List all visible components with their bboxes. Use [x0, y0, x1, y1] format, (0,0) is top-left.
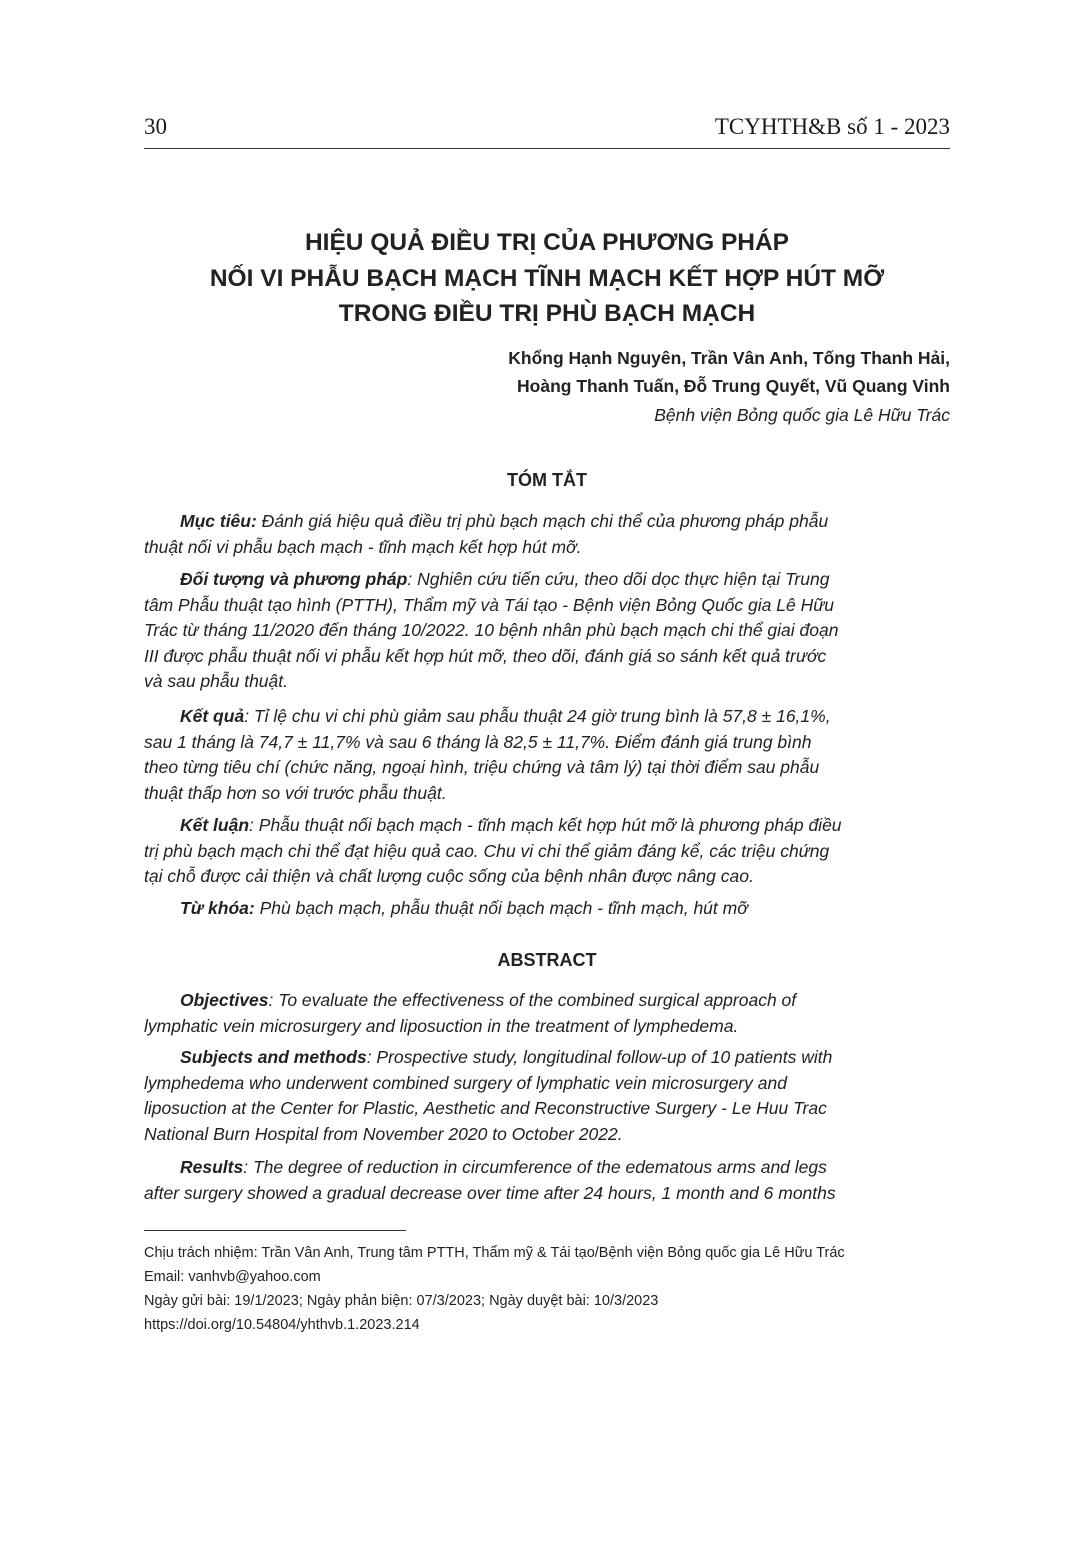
abstract-objectives-paragraph: [144, 988, 950, 1039]
paragraph-line: Kết quả: Tỉ lệ chu vi chi phù giảm sau phẫu thuật 24 giờ trung bình là 57,8 ± 16,1%,: [180, 706, 831, 726]
paragraph-line: National Burn Hospital from November 2020 to October 2022.: [144, 1123, 623, 1144]
paragraph-line: after surgery showed a gradual decrease over time after 24 hours, 1 month and 6 months: [144, 1182, 836, 1203]
footnotes: [144, 1241, 950, 1337]
affiliation: Bệnh viện Bỏng quốc gia Lê Hữu Trác: [654, 405, 950, 425]
paragraph-line: Trác từ tháng 11/2020 đến tháng 10/2022. 10 bệnh nhân phù bạch mạch chi thể giai đoạn: [144, 620, 839, 640]
author-line: Hoàng Thanh Tuấn, Đỗ Trung Quyết, Vũ Quang Vinh: [517, 376, 950, 396]
paragraph-line: thuật nối vi phẫu bạch mạch - tĩnh mạch kết hợp hút mỡ.: [144, 536, 582, 557]
paragraph-line: tâm Phẫu thuật tạo hình (PTTH), Thẩm mỹ và Tái tạo - Bệnh viện Bỏng Quốc gia Lê Hữu: [144, 594, 835, 615]
paragraph-line: Objectives: To evaluate the effectiveness of the combined surgical approach of: [180, 990, 797, 1010]
paragraph-line: Từ khóa: Phù bạch mạch, phẫu thuật nối bạch mạch - tĩnh mạch, hút mỡ: [180, 898, 748, 918]
paragraph-label: Results: [180, 1157, 244, 1177]
paragraph-label: Kết quả: [180, 706, 245, 726]
paragraph-label: Đối tượng và phương pháp: [180, 569, 408, 589]
abstract-results-paragraph: [144, 1155, 950, 1206]
paragraph-line: thuật thấp hơn so với trước phẫu thuật.: [144, 782, 447, 803]
paragraph-label: Subjects and methods: [180, 1047, 367, 1067]
author-list: [508, 344, 950, 400]
paragraph-line: Mục tiêu: Đánh giá hiệu quả điều trị phù bạch mạch chi thể của phương pháp phẫu: [180, 511, 829, 531]
paragraph-line: Subjects and methods: Prospective study, longitudinal follow-up of 10 patients with: [180, 1047, 833, 1067]
paragraph-line: và sau phẫu thuật.: [144, 671, 288, 691]
paragraph-line: III được phẫu thuật nối vi phẫu kết hợp hút mỡ, theo dõi, đánh giá so sánh kết quả trước: [144, 645, 827, 666]
paragraph-line: liposuction at the Center for Plastic, Aesthetic and Reconstructive Surgery - Le Huu Trac: [144, 1098, 827, 1118]
paragraph-line: trị phù bạch mạch chi thể đạt hiệu quả cao. Chu vi chi thể giảm đáng kể, các triệu chứng: [144, 840, 830, 861]
paragraph-line: tại chỗ được cải thiện và chất lượng cuộc sống của bệnh nhân được nâng cao.: [144, 866, 754, 886]
paragraph-line: Kết luận: Phẫu thuật nối bạch mạch - tĩnh mạch kết hợp hút mỡ là phương pháp điều: [180, 815, 842, 835]
summary-conclusion-paragraph: [144, 813, 950, 890]
summary-objectives-paragraph: [144, 509, 950, 560]
footnote-dates: Ngày gửi bài: 19/1/2023; Ngày phản biện: 07/3/2023; Ngày duyệt bài: 10/3/2023: [144, 1293, 659, 1309]
journal-issue: TCYHTH&B số 1 - 2023: [714, 114, 950, 139]
paragraph-label: Mục tiêu:: [180, 511, 257, 531]
footnote-email: Email: vanhvb@yahoo.com: [144, 1269, 321, 1285]
summary-results-paragraph: [144, 704, 950, 806]
article-title: [144, 225, 950, 332]
paragraph-label: Objectives: [180, 990, 269, 1010]
summary-keywords-paragraph: [144, 896, 950, 922]
paragraph-line: Results: The degree of reduction in circumference of the edematous arms and legs: [180, 1157, 827, 1177]
summary-methods-paragraph: [144, 567, 950, 695]
title-line: TRONG ĐIỀU TRỊ PHÙ BẠCH MẠCH: [338, 300, 756, 327]
paragraph-line: lymphedema who underwent combined surgery of lymphatic vein microsurgery and: [144, 1072, 787, 1093]
running-header: [144, 112, 950, 149]
footnote-divider: [144, 1230, 406, 1231]
abstract-heading: ABSTRACT: [497, 950, 597, 970]
footnote-responsible: Chịu trách nhiệm: Trần Vân Anh, Trung tâm PTTH, Thẩm mỹ & Tái tạo/Bệnh viện Bỏng quốc gia Lê Hữu Trác: [144, 1245, 845, 1261]
paragraph-label: Từ khóa:: [180, 898, 255, 918]
author-line: Khổng Hạnh Nguyên, Trần Vân Anh, Tống Thanh Hải,: [508, 348, 950, 368]
footnote-doi: https://doi.org/10.54804/yhthvb.1.2023.214: [144, 1317, 420, 1333]
paragraph-line: theo từng tiêu chí (chức năng, ngoại hình, triệu chứng và tâm lý) tại thời điểm sau phẫu: [144, 757, 820, 777]
title-line: NỐI VI PHẪU BẠCH MẠCH TĨNH MẠCH KẾT HỢP HÚT MỠ: [209, 264, 885, 292]
abstract-methods-paragraph: [144, 1045, 950, 1147]
paragraph-line: sau 1 tháng là 74,7 ± 11,7% và sau 6 tháng là 82,5 ± 11,7%. Điểm đánh giá trung bình: [144, 731, 812, 752]
summary-heading: TÓM TẮT: [507, 470, 587, 490]
paragraph-line: lymphatic vein microsurgery and liposuction in the treatment of lymphedema.: [144, 1015, 739, 1036]
paragraph-label: Kết luận: [180, 815, 250, 835]
page-number: 30: [144, 114, 167, 139]
title-line: HIỆU QUẢ ĐIỀU TRỊ CỦA PHƯƠNG PHÁP: [304, 229, 790, 256]
paragraph-line: Đối tượng và phương pháp: Nghiên cứu tiến cứu, theo dõi dọc thực hiện tại Trung: [180, 569, 830, 589]
